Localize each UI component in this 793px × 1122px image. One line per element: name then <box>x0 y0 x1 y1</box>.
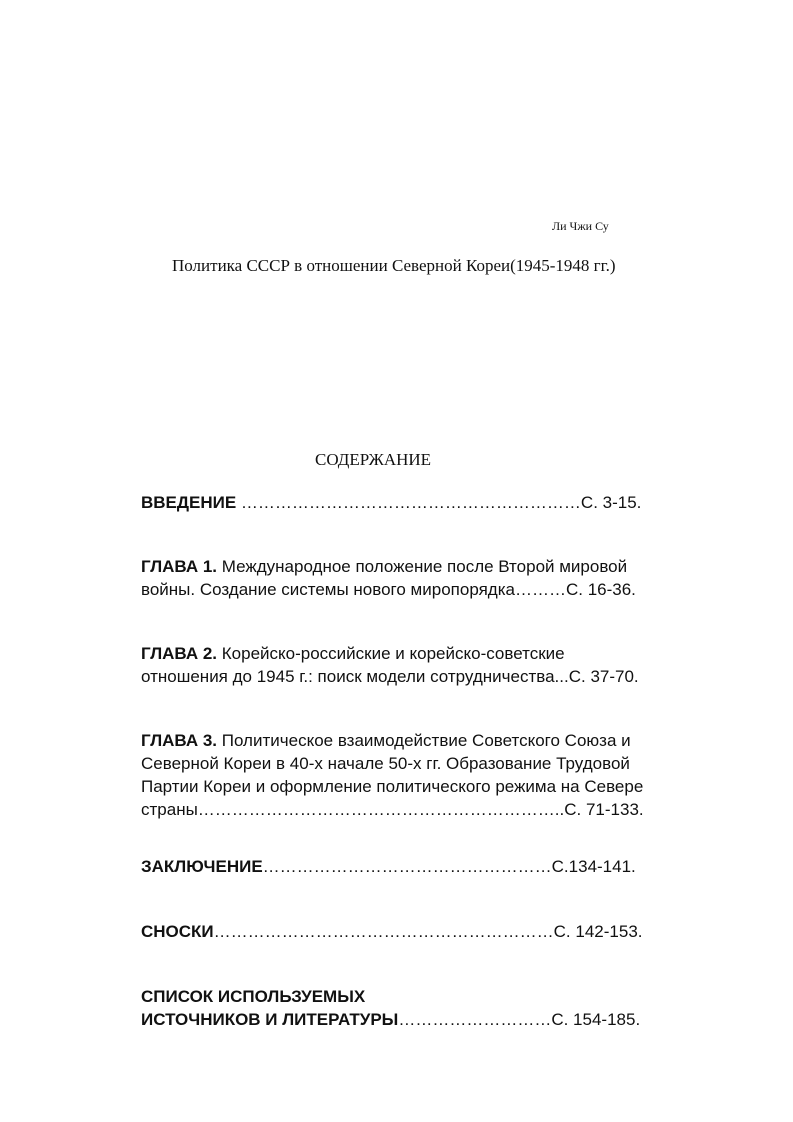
toc-entry-label: ЗАКЛЮЧЕНИЕ <box>141 857 263 876</box>
toc-entry-text: Корейско-российские и корейско-советские <box>217 644 565 663</box>
toc-entry-line <box>141 1008 640 1031</box>
toc-entry-line <box>141 555 636 578</box>
toc-entry-introduction <box>141 491 641 514</box>
toc-entry-text: Северной Кореи в 40-х начале 50-х гг. Образование Трудовой <box>141 754 630 773</box>
toc-entry-text: войны. Создание системы нового миропорядка……… <box>141 580 566 599</box>
toc-page-range: С. 16-36. <box>565 580 636 599</box>
toc-entry-sources <box>141 985 640 1031</box>
toc-entry-line <box>141 752 644 775</box>
toc-entry-line <box>141 798 644 821</box>
toc-entry-text: отношения до 1945 г.: поиск модели сотрудничества... <box>141 667 569 686</box>
toc-entry-chapter-2 <box>141 642 639 688</box>
toc-entry-line <box>141 775 644 798</box>
toc-page-range: С. 3-15. <box>580 493 642 512</box>
toc-leader: …………………………………………… <box>262 857 552 876</box>
toc-entry-text: Международное положение после Второй мировой <box>217 557 628 576</box>
toc-entry-label: СПИСОК ИСПОЛЬЗУЕМЫХ <box>141 987 366 1006</box>
toc-page-range: С.134-141. <box>551 857 636 876</box>
toc-page-range: С. 37-70. <box>568 667 639 686</box>
toc-leader: …………………………………………………… <box>213 922 554 941</box>
toc-entry-label: ИСТОЧНИКОВ И ЛИТЕРАТУРЫ <box>141 1010 399 1029</box>
toc-entry-label: ГЛАВА 1. <box>141 557 218 576</box>
toc-entry-line <box>141 729 644 752</box>
toc-leader: ……………………… <box>398 1010 552 1029</box>
toc-entry-line <box>141 578 636 601</box>
toc-entry-label: ВВЕДЕНИЕ <box>141 493 237 512</box>
toc-entry-chapter-1 <box>141 555 636 601</box>
toc-entry-conclusion <box>141 855 636 878</box>
author-name: Ли Чжи Су <box>552 219 609 233</box>
toc-entry-text: Партии Кореи и оформление политического режима на Севере <box>141 777 644 796</box>
toc-entry-text: Политическое взаимодействие Советского Союза и <box>217 731 631 750</box>
toc-entry-line <box>141 985 640 1008</box>
toc-page-range: С. 154-185. <box>551 1010 641 1029</box>
toc-entry-line <box>141 665 639 688</box>
toc-entry-notes <box>141 920 643 943</box>
toc-page-range: С. 142-153. <box>553 922 643 941</box>
contents-heading: СОДЕРЖАНИЕ <box>315 450 432 469</box>
document-title: Политика СССР в отношении Северной Кореи(1945-1948 гг.) <box>172 256 616 275</box>
toc-entry-label: СНОСКИ <box>141 922 214 941</box>
toc-entry-line <box>141 642 639 665</box>
toc-entry-text: страны……………………………………………………….. <box>141 800 565 819</box>
toc-entry-label: ГЛАВА 2. <box>141 644 218 663</box>
toc-entry-chapter-3 <box>141 729 644 821</box>
toc-page-range: С. 71-133. <box>564 800 644 819</box>
toc-leader: …………………………………………………… <box>236 493 581 512</box>
toc-entry-label: ГЛАВА 3. <box>141 731 218 750</box>
